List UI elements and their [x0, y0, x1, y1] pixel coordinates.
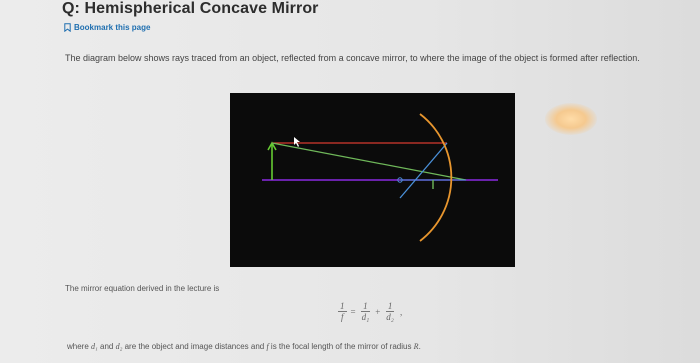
incident-ray-center	[272, 143, 466, 180]
equals-sign: =	[350, 306, 356, 317]
concave-mirror	[420, 114, 451, 241]
equation-trailing-comma: ,	[399, 306, 403, 317]
bookmark-label: Bookmark this page	[74, 23, 151, 32]
question-prompt: The diagram below shows rays traced from an object, reflected from a concave mirror, to where the image of the object is formed after reflection.	[65, 53, 640, 63]
lecture-text: The mirror equation derived in the lecture is	[65, 284, 220, 293]
equation-term-1: $\frac{1}{\text{d₁}}$	[361, 301, 370, 322]
reflected-ray	[400, 143, 447, 198]
equation-term-2: $\frac{1}{\text{d₂}}$	[386, 301, 394, 322]
question-title: Q: Hemispherical Concave Mirror	[62, 0, 319, 17]
ray-diagram	[230, 93, 515, 267]
equation-lhs: $\frac{1}{f}$	[340, 301, 345, 322]
bookmark-link[interactable]	[64, 23, 150, 32]
mirror-equation	[338, 301, 402, 322]
mouse-cursor-icon	[294, 137, 300, 147]
bookmark-icon	[64, 23, 71, 32]
screen-glare	[545, 103, 597, 135]
variable-definitions: where d₁ and d₂ are the object and image distances and f is the focal length of the mirror of radius R.	[67, 342, 421, 351]
ray-diagram-svg	[230, 93, 515, 267]
plus-sign: +	[375, 306, 381, 317]
